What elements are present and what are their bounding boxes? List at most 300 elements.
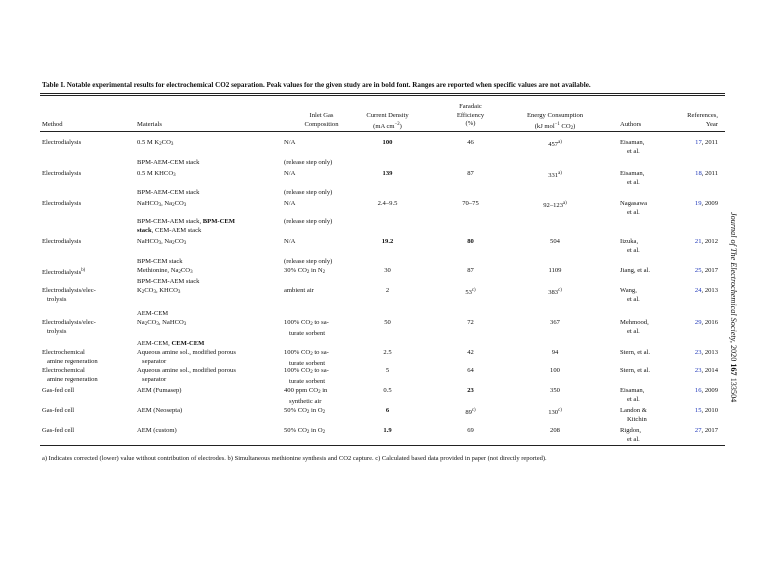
gas-sub: 2 (322, 430, 326, 435)
reference-link[interactable]: 19 (694, 200, 702, 207)
gas-text: N/A (284, 238, 296, 245)
bottom-rule (40, 445, 725, 446)
materials-text-line2: separator (142, 375, 167, 383)
authors-text-line2: et al. (627, 246, 640, 254)
faradaic-value: 42 (467, 349, 474, 356)
faradaic-value: 70–75 (462, 200, 479, 207)
table-caption (42, 81, 732, 89)
materials-sub: 3 (153, 290, 156, 295)
materials-sub: 3 (190, 270, 193, 275)
method-text: Gas-fed cell (42, 427, 75, 434)
method-text: Electrodialysis/elec- (42, 319, 96, 326)
current-density-cell: 1.9 (383, 427, 392, 434)
footnote (42, 455, 547, 462)
authors-text-line2: et al. (627, 208, 640, 216)
reference-link[interactable]: 25 (694, 267, 702, 274)
journal-volume: 167 (729, 363, 738, 376)
faradaic-footnote: c) (471, 288, 476, 293)
inlet-gas-cell (284, 238, 359, 247)
materials-text: 0.5 M K (137, 139, 160, 146)
gas-text: 100% CO (284, 349, 311, 356)
authors-text: Eisaman, (620, 170, 645, 177)
stack-text-bold: CEM-CEM (171, 340, 205, 347)
stack-text: , CEM-AEM stack (151, 226, 202, 234)
reference-cell (668, 170, 718, 179)
reference-link[interactable]: 27 (694, 427, 702, 434)
materials-text: Na (137, 319, 145, 326)
reference-cell (668, 349, 718, 358)
materials-cell (137, 139, 287, 150)
inlet-gas-cell (284, 170, 359, 179)
energy-footnote: a) (563, 201, 567, 206)
energy-cell (506, 407, 604, 418)
current-density-cell: 6 (385, 407, 390, 414)
inlet-gas-cell (284, 139, 359, 148)
stack-configuration (137, 218, 287, 235)
stack-text: BPM-AEM-CEM stack (137, 189, 200, 196)
gas-text: in (320, 387, 328, 394)
faradaic-cell (448, 139, 493, 148)
materials-text: , Na (161, 238, 173, 245)
materials-text-line2: separator (142, 357, 167, 365)
energy-cell (506, 427, 604, 436)
header-ec-sup: −1 (554, 121, 560, 127)
authors-cell (620, 287, 670, 304)
top-rule (40, 93, 725, 94)
materials-cell (137, 200, 287, 211)
materials-sub: 2 (172, 203, 175, 208)
current-density-cell: 5 (385, 367, 390, 374)
stack-text: BPM-CEM-AEM stack, (137, 218, 203, 225)
materials-text: CO (144, 287, 154, 294)
gas-sub: 2 (310, 322, 313, 327)
method-text-line2: amine regeneration (47, 357, 98, 365)
materials-text: CO (147, 319, 157, 326)
faradaic-value: 64 (467, 367, 474, 374)
materials-sub: 3 (177, 290, 181, 295)
stack-configuration (137, 189, 287, 198)
materials-sub: 3 (183, 241, 187, 246)
header-cd-line1: Current Density (366, 112, 409, 119)
faradaic-cell (448, 407, 493, 418)
authors-text: Iizuka, (620, 238, 639, 245)
gas-text: N/A (284, 139, 296, 146)
journal-running-head (729, 212, 738, 422)
gas-text: in O (309, 407, 323, 414)
header-materials: Materials (137, 121, 162, 128)
current-density-cell: 2.4–9.5 (377, 200, 398, 207)
authors-cell (620, 170, 670, 187)
materials-text: Aqueous amine sol., modified porous (137, 349, 236, 356)
reference-cell (668, 267, 718, 276)
reference-year: , 2011 (701, 139, 718, 146)
method-cell (42, 367, 134, 384)
authors-text-line2: et al. (627, 147, 640, 155)
inlet-gas-cell (284, 200, 359, 209)
header-fe-line2: Efficiency (456, 111, 485, 119)
header-ec-sub: 2 (570, 125, 574, 131)
reference-year: , 2012 (701, 238, 718, 245)
materials-text: CO (174, 238, 184, 245)
energy-footnote: c) (558, 288, 562, 293)
method-cell (42, 267, 134, 278)
current-density-cell: 2.5 (383, 349, 392, 356)
reference-cell (668, 287, 718, 296)
energy-value: 130 (548, 409, 559, 416)
stack-configuration (137, 340, 287, 349)
journal-page: 133504 (729, 375, 738, 403)
current-density-cell: 50 (384, 319, 391, 326)
journal-year: 2020 (729, 342, 738, 364)
materials-text: NaHCO (137, 200, 159, 207)
header-faradaic (448, 103, 493, 129)
gas-text-line2: synthetic air (289, 397, 322, 405)
authors-text: Eisaman, (620, 387, 645, 394)
authors-text-line2: et al. (627, 178, 640, 186)
current-density-cell: 2 (385, 287, 390, 294)
stack-text-bold: stack (137, 226, 152, 234)
reference-year: , 2016 (701, 319, 718, 326)
gas-text: in N (309, 267, 323, 274)
energy-cell (506, 170, 604, 181)
reference-year: , 2014 (701, 367, 718, 374)
authors-text: Stern, et al. (620, 349, 651, 356)
materials-text: K (137, 287, 142, 294)
authors-cell (620, 387, 670, 404)
gas-text: N/A (284, 200, 296, 207)
materials-text: AEM (Neosepta) (137, 407, 183, 414)
materials-sub: 3 (158, 203, 162, 208)
authors-text: Stern, et al. (620, 367, 651, 374)
gas-text: 100% CO (284, 319, 311, 326)
reference-link[interactable]: 29 (694, 319, 702, 326)
energy-value: 367 (550, 319, 560, 326)
release-note: (release step only) (284, 189, 333, 196)
method-text-line2: trolysis (47, 327, 67, 335)
materials-text: CO (161, 139, 171, 146)
header-rule (40, 131, 725, 132)
method-text: Electrodialysis (42, 238, 82, 245)
materials-cell (137, 267, 287, 286)
energy-cell (506, 387, 604, 396)
energy-cell (506, 287, 604, 298)
energy-cell (506, 139, 604, 150)
current-density-cell: 0.5 (383, 387, 392, 394)
reference-cell (668, 387, 718, 396)
footnote-text: a) Indicates corrected (lower) value without contribution of electrodes. b) Simultaneous methionine synthesis and CO2 capture. c) Calculated based data provided in paper (not directly reported). (42, 455, 547, 462)
stack-text: AEM-CEM, (137, 340, 172, 347)
method-cell (42, 287, 134, 304)
authors-cell (620, 407, 670, 424)
gas-sub: 2 (306, 410, 310, 415)
journal-name: Journal of The Electrochemical Society, (729, 212, 738, 343)
inlet-gas-cell (284, 427, 359, 438)
reference-link[interactable]: 23 (694, 349, 702, 356)
energy-cell (506, 367, 604, 376)
faradaic-value: 46 (467, 139, 474, 146)
faradaic-value: 53 (465, 289, 472, 296)
method-cell (42, 407, 134, 416)
header-gas-line1: Inlet Gas (309, 112, 334, 119)
method-text: Electrodialysis (42, 170, 82, 177)
gas-text: 400 ppm CO (284, 387, 319, 394)
energy-footnote: c) (558, 408, 562, 413)
header-ref-line2: Year (705, 120, 718, 128)
reference-year: , 2017 (701, 267, 718, 274)
inlet-gas-cell (284, 349, 359, 368)
header-ec-unit: (kJ mol (534, 122, 555, 130)
method-text: Electrodialysis (42, 200, 82, 207)
header-gas-line2: Composition (304, 120, 339, 128)
materials-sub: 3 (183, 203, 187, 208)
header-cd-unit: (mA cm (373, 122, 395, 130)
authors-cell (620, 267, 670, 276)
materials-text: , NaHCO (158, 319, 184, 326)
materials-text: , KHCO (155, 287, 178, 294)
energy-cell (506, 200, 604, 211)
gas-text-line2: turate sorbent (289, 329, 326, 337)
reference-year: , 2013 (701, 349, 718, 356)
energy-value: 350 (550, 387, 560, 394)
inlet-gas-cell (284, 287, 359, 296)
authors-text: Wang, (620, 287, 637, 294)
gas-text: ambient air (284, 287, 314, 294)
materials-sub: 2 (172, 241, 175, 246)
inlet-gas-cell (284, 387, 359, 406)
authors-cell (620, 319, 670, 336)
materials-sub: 2 (178, 270, 181, 275)
method-text-line2: trolysis (47, 295, 67, 303)
method-text: Electrochemical (42, 349, 85, 356)
energy-cell (506, 238, 604, 247)
gas-text: to sa- (312, 349, 329, 356)
stack-configuration (137, 310, 287, 319)
materials-text: AEM (custom) (137, 427, 177, 434)
reference-year: , 2013 (701, 287, 718, 294)
faradaic-cell (448, 238, 493, 247)
materials-sub: 3 (158, 241, 162, 246)
stack-text: BPM-CEM stack (137, 258, 183, 265)
reference-link[interactable]: 23 (694, 367, 702, 374)
faradaic-value: 69 (467, 427, 474, 434)
reference-year: , 2009 (701, 200, 718, 207)
method-text: Gas-fed cell (42, 387, 75, 394)
reference-link[interactable]: 15 (694, 407, 702, 414)
materials-text: CO (180, 267, 191, 274)
method-cell (42, 387, 134, 396)
energy-value: 383 (548, 289, 559, 296)
reference-link[interactable]: 17 (695, 139, 702, 146)
authors-cell (620, 200, 670, 217)
materials-text: NaHCO (137, 238, 159, 245)
method-footnote: b) (81, 268, 86, 273)
faradaic-cell (448, 427, 493, 436)
header-authors: Authors (620, 121, 642, 128)
gas-text: 50% CO (284, 427, 307, 434)
reference-link[interactable]: 21 (694, 238, 702, 245)
faradaic-value: 80 (467, 238, 474, 245)
materials-cell (137, 349, 287, 366)
gas-sub: 2 (310, 352, 313, 357)
authors-text-line2: et al. (627, 327, 640, 335)
gas-sub: 2 (322, 410, 326, 415)
method-cell (42, 349, 134, 366)
method-cell (42, 170, 134, 179)
stack-text-bold: BPM-CEM (202, 218, 235, 225)
materials-sub: 2 (144, 322, 148, 327)
inlet-gas-cell (284, 407, 359, 418)
gas-sub: 2 (322, 270, 326, 275)
inlet-gas-cell (284, 367, 359, 386)
method-text: Electrodialysis (42, 269, 82, 276)
materials-text: CO (174, 200, 184, 207)
materials-cell (137, 427, 287, 436)
header-fe-line1: Faradaic (459, 103, 482, 110)
authors-text: Landon & (620, 407, 647, 414)
energy-cell (506, 319, 604, 328)
faradaic-cell (448, 387, 493, 396)
faradaic-value: 72 (467, 319, 474, 326)
gas-text: 30% CO (284, 267, 307, 274)
materials-text: , Na (161, 200, 173, 207)
authors-cell (620, 367, 670, 376)
reference-year: , 2011 (701, 170, 718, 177)
header-cd-end: ) (399, 122, 402, 130)
materials-text: Methionine, Na (137, 267, 179, 274)
gas-sub: 2 (306, 270, 310, 275)
energy-value: 457 (548, 141, 559, 148)
authors-cell (620, 349, 670, 358)
reference-cell (668, 319, 718, 328)
inlet-gas-cell (284, 319, 359, 338)
method-text: Electrodialysis/elec- (42, 287, 96, 294)
reference-cell (668, 238, 718, 247)
authors-cell (620, 238, 670, 255)
energy-value: 208 (550, 427, 560, 434)
gas-text: N/A (284, 170, 296, 177)
method-text: Gas-fed cell (42, 407, 75, 414)
materials-text: Aqueous amine sol., modified porous (137, 367, 236, 374)
reference-link[interactable]: 16 (694, 387, 702, 394)
materials-cell (137, 319, 287, 330)
authors-text: Jiang, et al. (620, 267, 651, 274)
energy-cell (506, 349, 604, 358)
header-ec-co: CO (559, 122, 571, 130)
header-cd-line2 (356, 121, 419, 132)
stack-configuration (137, 159, 287, 168)
faradaic-footnote: c) (471, 408, 476, 413)
gas-text-line2: turate sorbent (289, 359, 326, 367)
authors-text: Eisaman, (620, 139, 645, 146)
materials-text: AEM (Fumasep) (137, 387, 182, 394)
reference-link[interactable]: 24 (694, 287, 702, 294)
reference-cell (668, 427, 718, 436)
authors-text: Mehmood, (620, 319, 649, 326)
gas-sub: 2 (306, 430, 310, 435)
reference-link[interactable]: 18 (695, 170, 702, 177)
authors-cell (620, 427, 670, 444)
header-ec-line1: Energy Consumption (526, 112, 584, 119)
materials-cell (137, 287, 287, 298)
stack-text: AEM-CEM (137, 310, 169, 317)
authors-text-line2: Kitchin (627, 415, 647, 423)
materials-sub: 2 (159, 142, 162, 147)
faradaic-value: 87 (467, 267, 474, 274)
reference-cell (668, 367, 718, 376)
authors-text: Rigdon, (620, 427, 642, 434)
materials-cell (137, 170, 287, 181)
top-rule-double (40, 95, 725, 96)
energy-value: 504 (550, 238, 560, 245)
header-fe-line3: (%) (465, 120, 476, 128)
inlet-gas-cell (284, 267, 359, 278)
header-cd-sup: −2 (394, 121, 400, 127)
faradaic-cell (448, 319, 493, 328)
materials-sub: 3 (156, 322, 159, 327)
energy-cell (506, 267, 604, 276)
faradaic-cell (448, 267, 493, 276)
authors-text: Nagasawa (620, 200, 648, 207)
energy-value: 100 (550, 367, 560, 374)
method-text: Electrodialysis (42, 139, 82, 146)
method-text: Electrochemical (42, 367, 85, 374)
header-current-density (356, 112, 419, 131)
reference-year: , 2017 (701, 427, 718, 434)
materials-sub: 2 (141, 290, 145, 295)
energy-value: 92–123 (543, 202, 564, 209)
reference-cell (668, 200, 718, 209)
gas-text: to sa- (312, 367, 329, 374)
reference-cell (668, 139, 718, 148)
gas-sub: 2 (318, 390, 321, 395)
energy-value: 331 (548, 172, 559, 179)
header-ec-end: ) (573, 122, 576, 130)
stack-text: BPM-AEM-CEM stack (137, 159, 200, 166)
authors-text-line2: et al. (627, 295, 640, 303)
release-note: (release step only) (284, 159, 333, 166)
authors-text-line2: et al. (627, 435, 640, 443)
faradaic-cell (448, 200, 493, 209)
faradaic-cell (448, 349, 493, 358)
authors-text-line2: et al. (627, 395, 640, 403)
release-note: (release step only) (284, 218, 333, 225)
reference-cell (668, 407, 718, 416)
authors-cell (620, 139, 670, 156)
reference-year: , 2009 (701, 387, 718, 394)
method-cell (42, 238, 134, 247)
faradaic-value: 87 (467, 170, 474, 177)
method-cell (42, 319, 134, 336)
materials-cell (137, 367, 287, 384)
release-note: (release step only) (284, 258, 333, 265)
energy-value: 94 (551, 349, 559, 356)
gas-text: in O (309, 427, 323, 434)
caption-text: Table I. Notable experimental results for electrochemical CO2 separation. Peak values for the given study are in bold font. Ranges are reported when specific values are not available. (42, 81, 591, 89)
gas-text: 50% CO (284, 407, 307, 414)
faradaic-cell (448, 170, 493, 179)
materials-sub: 3 (170, 142, 174, 147)
method-cell (42, 139, 134, 148)
faradaic-cell (448, 367, 493, 376)
materials-text: 0.5 M KHCO (137, 170, 174, 177)
gas-text-line2: turate sorbent (289, 377, 326, 385)
current-density-cell: 139 (382, 170, 393, 177)
gas-sub: 2 (310, 370, 313, 375)
materials-text-line2: BPM-CEM-AEM stack (137, 277, 200, 285)
current-density-cell: 19.2 (381, 238, 394, 245)
header-references (668, 112, 718, 129)
materials-cell (137, 407, 287, 416)
